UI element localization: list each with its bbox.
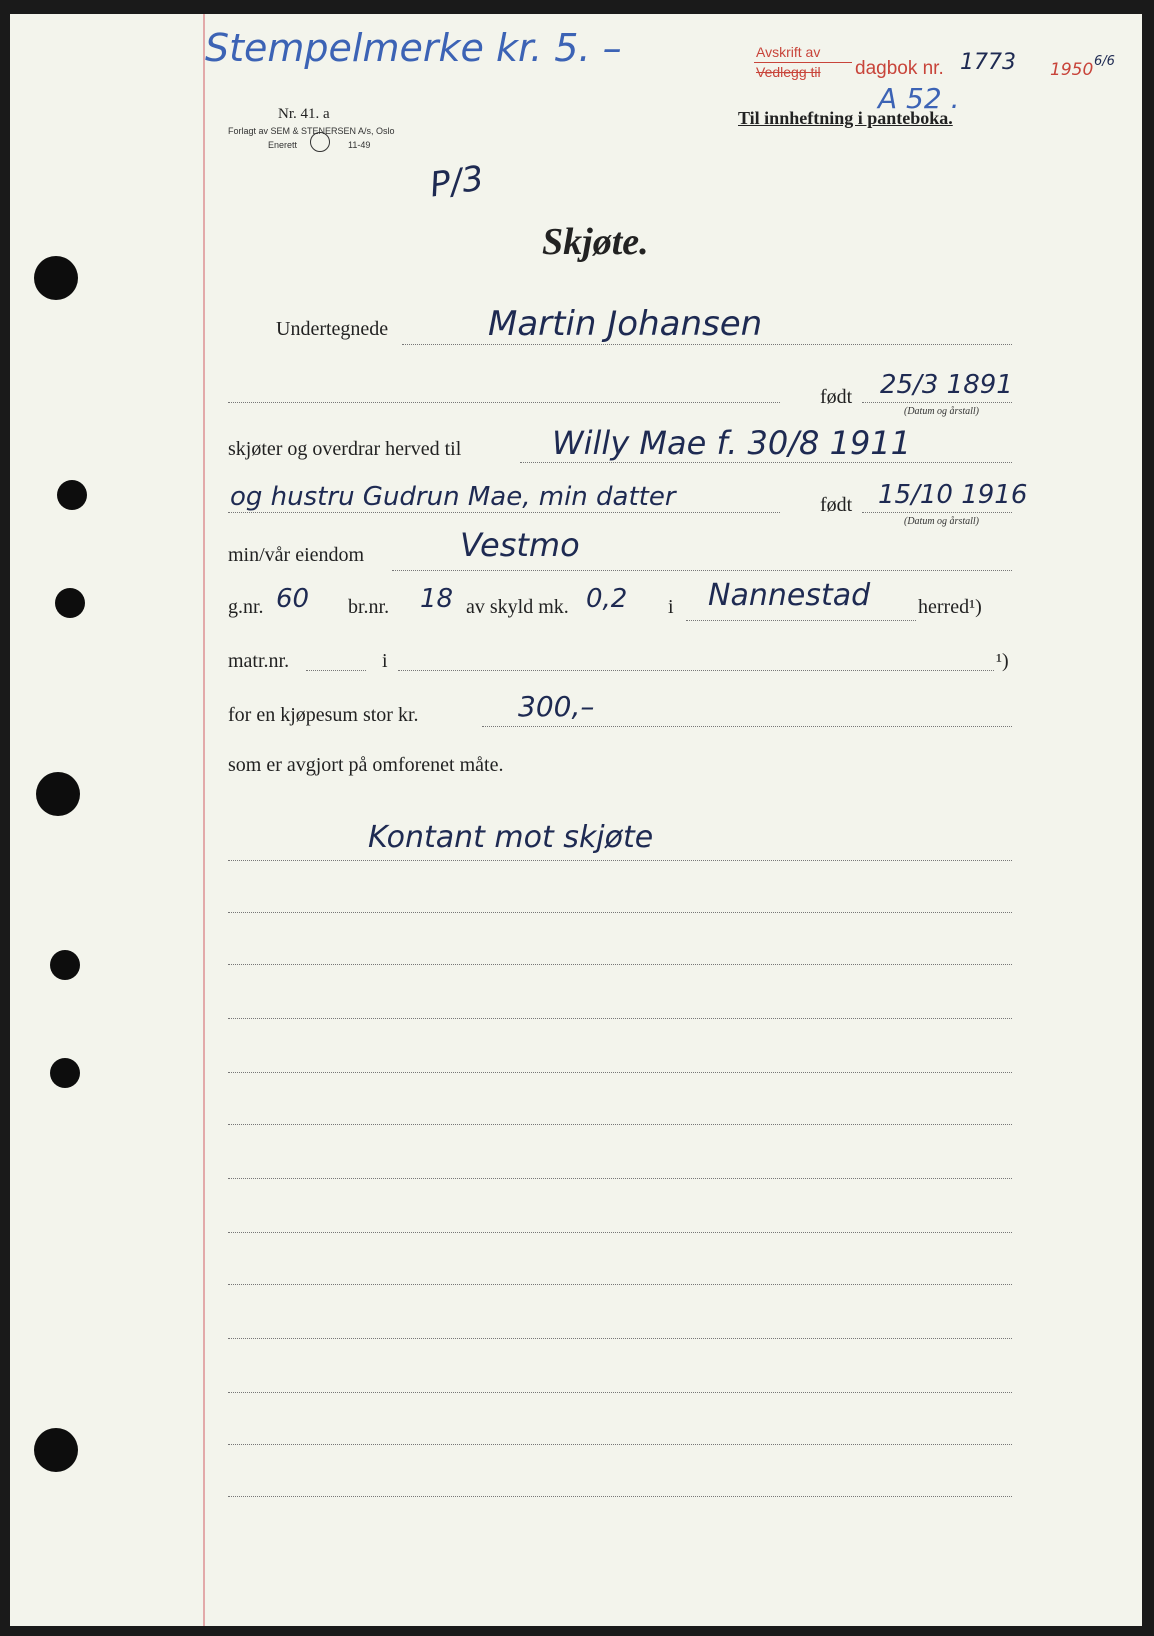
ruled-line xyxy=(228,1392,1012,1393)
buyer-born-line xyxy=(862,512,1012,513)
ruled-line xyxy=(228,1018,1012,1019)
ruled-line xyxy=(228,1338,1012,1339)
matr-line xyxy=(306,670,366,671)
seller-line xyxy=(402,344,1012,345)
i-label: i xyxy=(668,596,674,618)
date-mark: 6/6 xyxy=(1094,54,1115,69)
seller-born-line xyxy=(862,402,1012,403)
matr-line-2 xyxy=(398,670,994,671)
copy-stamp-top: Avskrift av xyxy=(756,44,821,60)
footnote-mark: ¹) xyxy=(996,650,1009,672)
document-title: Skjøte. xyxy=(542,221,649,263)
binding-note: Til innheftning i panteboka. xyxy=(738,108,953,128)
ruled-line xyxy=(228,1072,1012,1073)
buyer-born: 15/10 1916 xyxy=(878,480,1028,510)
property-line xyxy=(392,570,1012,571)
dagbok-number: 1773 xyxy=(960,50,1016,75)
buyer-line-2 xyxy=(228,512,780,513)
ruled-line xyxy=(228,1232,1012,1233)
undertegnede-label: Undertegnede xyxy=(276,318,389,340)
gnr-label: g.nr. xyxy=(228,596,264,618)
stamp-divider xyxy=(754,62,852,63)
herred-label: herred¹) xyxy=(918,596,982,618)
ruled-line xyxy=(228,1124,1012,1125)
binder-hole xyxy=(50,950,80,980)
municipality-line xyxy=(686,620,916,621)
property-label: min/vår eiendom xyxy=(228,544,365,566)
price-label: for en kjøpesum stor kr. xyxy=(228,704,419,726)
date-hint: (Datum og årstall) xyxy=(904,516,979,527)
brnr-value: 18 xyxy=(420,584,454,614)
copy-stamp-bottom: Vedlegg til xyxy=(756,64,821,80)
matr-i-label: i xyxy=(382,650,388,672)
buyer-line-1 xyxy=(520,462,1012,463)
date-hint: (Datum og årstall) xyxy=(904,406,979,417)
payment-note: Kontant mot skjøte xyxy=(368,820,654,855)
matr-label: matr.nr. xyxy=(228,650,290,672)
ruled-line xyxy=(228,1496,1012,1497)
ref-mark: A 52 . xyxy=(878,82,960,115)
seller-name: Martin Johansen xyxy=(488,304,763,344)
binder-hole xyxy=(50,1058,80,1088)
publisher-line: Forlagt av SEM & STENERSEN A/s, Oslo xyxy=(228,126,395,136)
binder-hole xyxy=(36,772,80,816)
transfer-label: skjøter og overdrar herved til xyxy=(228,438,462,460)
binder-hole xyxy=(34,1428,78,1472)
stamp-note: Stempelmerke kr. 5. – xyxy=(205,26,622,70)
date-code: 11-49 xyxy=(348,140,371,150)
copyright-line: Enerett xyxy=(268,140,298,150)
document-page xyxy=(10,14,1142,1626)
ruled-line xyxy=(228,1178,1012,1179)
binder-hole xyxy=(55,588,85,618)
binder-hole xyxy=(57,480,87,510)
blank-line xyxy=(228,402,780,403)
ruled-line xyxy=(228,1284,1012,1285)
dagbok-label: dagbok nr. xyxy=(855,58,944,79)
form-number: Nr. 41. a xyxy=(278,106,330,122)
fodt-label: født xyxy=(820,386,853,408)
fodt-label: født xyxy=(820,494,853,516)
year-mark: 1950 xyxy=(1050,60,1094,80)
municipality: Nannestad xyxy=(708,578,871,613)
skyld-label: av skyld mk. xyxy=(466,596,569,618)
skyld-value: 0,2 xyxy=(586,584,628,614)
binder-hole xyxy=(34,256,78,300)
note-line xyxy=(228,860,1012,861)
ruled-line xyxy=(228,912,1012,913)
buyer-2: og hustru Gudrun Mae, min datter xyxy=(230,482,676,512)
seller-born: 25/3 1891 xyxy=(880,370,1013,400)
brnr-label: br.nr. xyxy=(348,596,390,618)
settled-label: som er avgjort på omforenet måte. xyxy=(228,754,504,776)
ruled-line xyxy=(228,1444,1012,1445)
gnr-value: 60 xyxy=(276,584,310,614)
property-name: Vestmo xyxy=(460,526,580,564)
initials: P/3 xyxy=(427,158,487,206)
margin-line xyxy=(203,14,205,1626)
buyer-1: Willy Mae f. 30/8 1911 xyxy=(552,424,912,462)
ruled-line xyxy=(228,964,1012,965)
price-line xyxy=(482,726,1012,727)
publisher-logo xyxy=(310,132,330,152)
price-value: 300,– xyxy=(518,690,595,723)
